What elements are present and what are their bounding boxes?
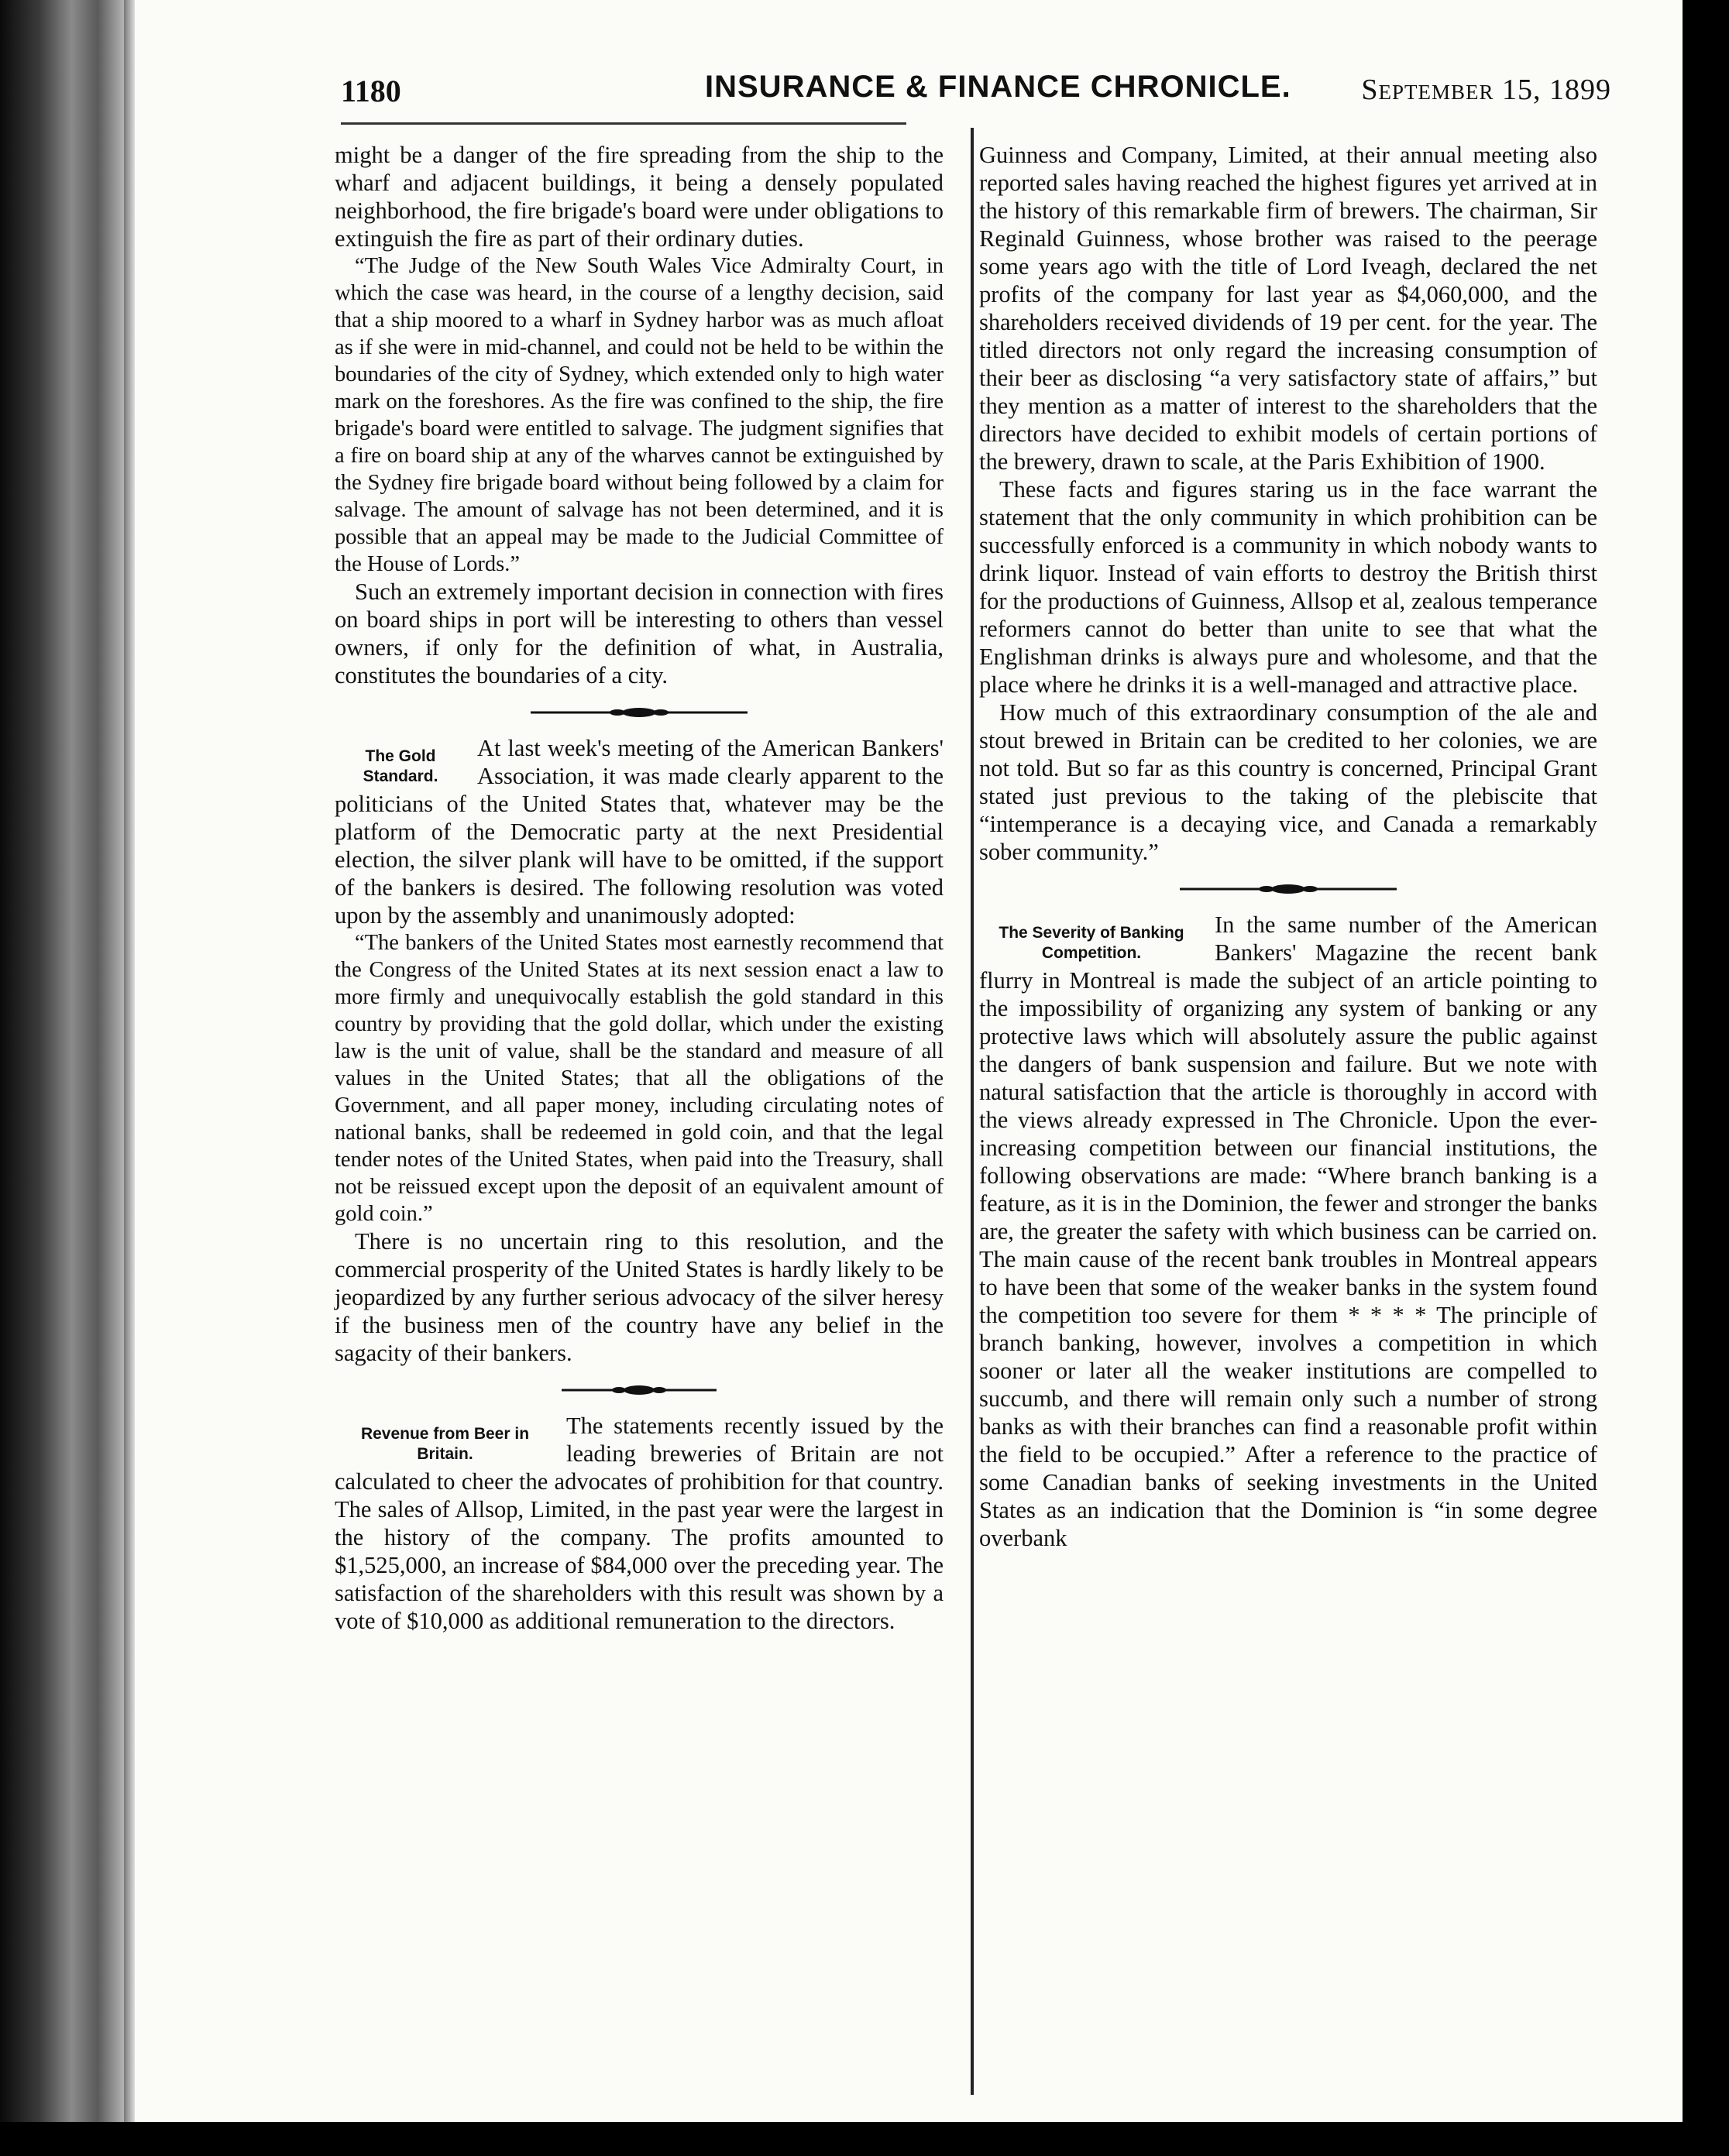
book-binding [0,0,130,2156]
ornament-rule-icon [562,1384,717,1396]
section-ornament [979,883,1597,895]
scan-border-bottom [0,2122,1729,2156]
ornament-rule-icon [531,706,748,719]
paragraph: There is no uncertain ring to this resolution, and the commercial prosperity of the United States is hardly likely to be jeopardized by any further serious advocacy of the silver heresy if the business men of the country have any belief in the sagacity of their bankers. [335,1228,944,1366]
journal-title: INSURANCE & FINANCE CHRONICLE. [705,70,1291,104]
left-column [335,141,944,1635]
beer-revenue-section [335,1412,944,1635]
right-column [979,141,1597,1552]
section-ornament [335,706,944,719]
section-heading: The Gold Standard. [363,747,438,785]
paragraph: might be a danger of the fire spreading from the ship to the wharf and adjacent buildings, it being a densely populated neighborhood, the fire brigade's board were under obligations to extinguish the fire as part of their ordinary duties. [335,142,944,252]
paper-edge-shadow [124,0,135,2122]
paragraph: “The Judge of the New South Wales Vice Admiralty Court, in which the case was heard, in the course of a lengthy decision, said that a ship moored to a wharf in Sydney harbor was as much afloat as if she were in mid-channel, and could not be held to be within the boundaries of the city of Sydney, which extended only to high water mark on the foreshores. As the fire was confined to the ship, the fire brigade's board were entitled to salvage. The judgment signifies that a fire on board ship at any of the wharves cannot be extinguished by the Sydney fire brigade board without being followed by a claim for salvage. The amount of salvage has not been determined, and it is possible that an appeal may be made to the Judicial Committee of the House of Lords.” [335,254,944,576]
ornament-rule-icon [1180,883,1397,895]
paragraph: These facts and figures staring us in the face warrant the statement that the only community in which prohibition can be successfully enforced is a community in which nobody wants to drink liquor. Instead of vain efforts to destroy the British thirst for the productions of Guinness, Allsop et al, zealous temperance reformers cannot do better than unite to see that what the Englishman drinks is always pure and wholesome, and that the place where he drinks it is a well-managed and attractive place. [979,476,1597,698]
paragraph: Guinness and Company, Limited, at their annual meeting also reported sales having reached the highest figures yet arrived at in the history of this remarkable firm of brewers. The chairman, Sir Reginald Guinness, whose brother was raised to the peerage some years ago with the title of Lord Iveagh, declared the net profits of the company for last year as $4,060,000, and the shareholders received dividends of 19 per cent. for the year. The titled directors not only regard the increasing consumption of their beer as disclosing “a very satisfactory state of affairs,” but they mention as a matter of interest to the shareholders that the directors have decided to exhibit models of certain portions of the brewery, drawn to scale, at the Paris Exhibition of 1900. [979,142,1597,475]
section-heading: Revenue from Beer in Britain. [360,1425,530,1463]
page-header [341,64,1619,118]
issue-date: September 15, 1899 [1361,74,1611,106]
section-ornament [335,1384,944,1396]
block-quote: “The bankers of the United States most earnestly recommend that the Congress of the United States at its next session enact a law to more firmly and unequivocally establish the gold standard in this country by providing that the gold dollar, which under the existing law is the unit of value, shall be the standard and measure of all values in the United States; that all the obligations of the Government, and all paper money, including circulating notes of national banks, shall be redeemed in gold coin, and that the legal tender notes of the United States, when paid into the Treasury, shall not be reissued except upon the deposit of an equivalent amount of gold coin.” [335,931,944,1226]
banking-competition-section [979,911,1597,1552]
header-rule [341,122,906,125]
paragraph: In the same number of the American Bankers' Magazine the recent bank flurry in Montreal is made the subject of an article pointing to the impossibility of organizing any system of banking or any protective laws which will absolutely assure the public against the dangers of bank suspension and failure. But we note with natural satisfaction that the article is thoroughly in accord with the views already expressed in The Chronicle. Upon the ever-increasing competition between our financial institutions, the following observations are made: “Where branch banking is a feature, as it is in the Dominion, the fewer and stronger the banks are, the greater the safety with which business can be carried on. The main cause of the recent bank troubles in Montreal appears to have been that some of the weaker banks in the system found the competition too severe for them * * * * The principle of branch banking, however, involves a competition in which sooner or later all the weaker institutions are compelled to succumb, and there will remain only such a number of strong banks as with their branches can find a reasonable profit within the field to be occupied.” After a reference to the practice of some Canadian banks of seeking investments in the United States as an indication that the Dominion is “in some degree overbank [979,911,1597,1551]
section-heading: The Severity of Banking Competition. [999,924,1184,962]
page-number: 1180 [341,74,401,108]
gold-standard-section [335,734,944,1367]
scan-border-right [1683,0,1729,2156]
paragraph: Such an extremely important decision in connection with fires on board ships in port will be interesting to others than vessel owners, if only for the definition of what, in Australia, constitutes the boundaries of a city. [335,578,944,688]
paragraph: The statements recently issued by the leading breweries of Britain are not calculated to cheer the advocates of prohibition for that country. The sales of Allsop, Limited, in the past year were the largest in the history of the company. The profits amounted to $1,525,000, an increase of $84,000 over the preceding year. The satisfaction of the shareholders with this result was shown by a vote of $10,000 as additional remuneration to the directors. [335,1413,944,1634]
paragraph: At last week's meeting of the American Bankers' Association, it was made clearly apparent to the politicians of the United States that, whatever may be the platform of the Democratic party at the next Presidential election, the silver plank will have to be omitted, if the support of the bankers is desired. The following resolution was voted upon by the assembly and unanimously adopted: [335,735,944,929]
column-divider [971,128,974,2095]
paragraph: How much of this extraordinary consumption of the ale and stout brewed in Britain can be credited to her colonies, we are not told. But so far as this country is concerned, Principal Grant stated just previous to the taking of the plebiscite that “intemperance is a decaying vice, and Canada a remarkably sober community.” [979,699,1597,865]
